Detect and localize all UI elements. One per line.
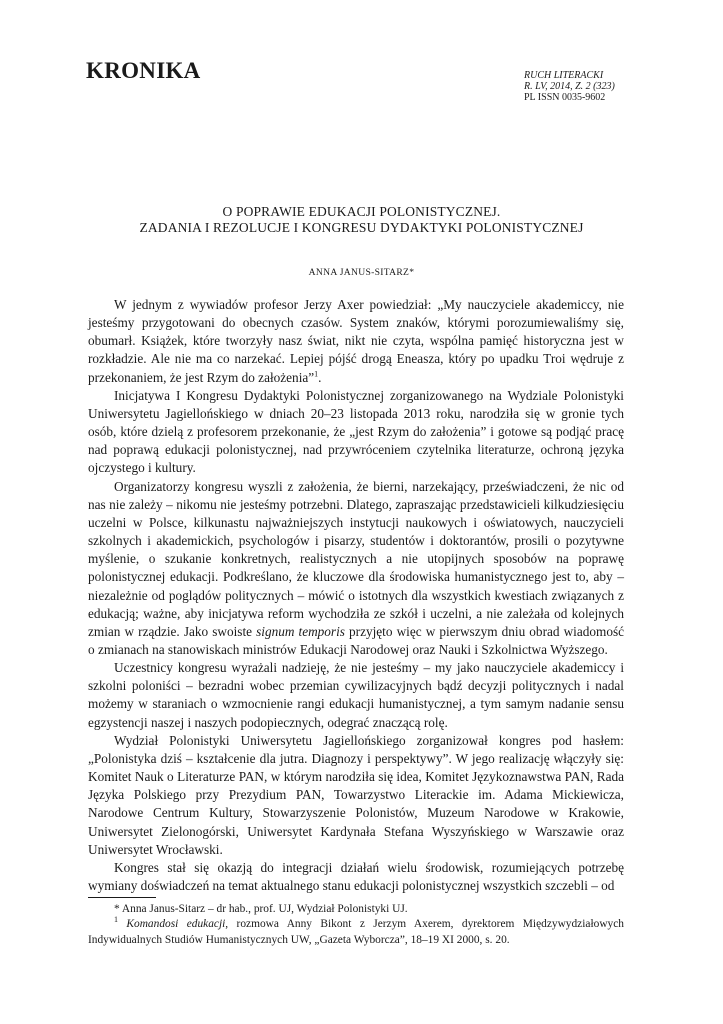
footnote-divider: [88, 897, 156, 898]
paragraph-3-end: przyjęto więc w pierwszym dniu obrad wiadomość o zmianach na stanowiskach ministrów Edukacji Narodowej oraz Nauki i Szkolnictwa Wyższego.: [88, 623, 625, 657]
paragraph-1-end: .: [318, 369, 322, 385]
footnotes: [88, 902, 624, 948]
paragraph-4: Uczestnicy kongresu wyrażali nadzieję, że nie jesteśmy – my jako nauczyciele akademiccy i szkolni poloniści – bezradni wobec przemian cywilizacyjnych bądź decyzji politycznych i nadal możemy w staraniach o wzmocnienie rangi edukacji humanistycznej, a tym samym nadanie sensu egzystencji naszej i naszych podopiecznych, odegrać znaczącą rolę.: [88, 660, 624, 730]
footnote-ref-1[interactable]: 1: [314, 369, 319, 379]
footnote-1-italic: Komandosi edukacji: [126, 918, 226, 931]
article-author: ANNA JANUS-SITARZ*: [308, 267, 415, 278]
article-title: [0, 204, 723, 236]
journal-name: RUCH LITERACKI: [524, 70, 604, 81]
article-title-line1: O POPRAWIE EDUKACJI POLONISTYCZNEJ.: [222, 204, 501, 219]
article-title-line2: ZADANIA I REZOLUCJE I KONGRESU DYDAKTYKI POLONISTYCZNEJ: [139, 220, 584, 235]
paragraph-3: [88, 478, 624, 660]
paragraph-3-text: Organizatorzy kongresu wyszli z założenia, że bierni, narzekający, przeświadczeni, że nic od nas nie zależy – nikomu nie jesteśmy potrzebni. Dlatego, zapraszając przedstawicieli kilkudziesięciu uczelni w Polsce, kilkunastu najważniejszych instytucji naukowych i oświatowych, nauczycieli szkolnych i akademickich, psychologów i pisarzy, studentów i doktorantów, prosili o pozytywne myślenie, o szukanie konkretnych, realistycznych a nie utopijnych sposobów na poprawę polonistycznej edukacji. Podkreślano, że kluczowe dla środowiska humanistycznego jest to, aby – niezależnie od poglądów politycznych – mówić o istotnych dla wszystkich kwestiach związanych z edukacją; ważne, aby inicjatywa reform wychodziła ze szkół i uczelni, a nie zależała od kolejnych zmian w rządzie. Jako swoiste: [88, 478, 624, 639]
paragraph-3-italic: signum temporis: [256, 623, 345, 639]
paragraph-1-text: W jednym z wywiadów profesor Jerzy Axer powiedział: „My nauczyciele akademiccy, nie jesteśmy przygotowani do obecnych czasów. System znaków, którymi porozumiewaliśmy się, obumarł. Książek, które tworzyły nasz świat, nikt nie czyta, wspólna pamięć historyczna jest w rozkładzie. Ale nie ma co narzekać. Lepiej pójść drogą Eneasza, który po upadku Troi wędruje z przekonaniem, że jest Rzym do założenia”: [88, 297, 624, 385]
paragraph-6: Kongres stał się okazją do integracji działań wielu środowisk, rozumiejących potrzebę wymiany doświadczeń na temat aktualnego stanu edukacji polonistycznej wszystkich szczebli – od: [88, 859, 624, 893]
footnote-1-text: , rozmowa Anny Bikont z Jerzym Axerem, dyrektorem Międzywydziałowych Indywidualnych Studiów Humanistycznych UW, „Gazeta Wyborcza”, 18–19 XI 2000, s. 20.: [88, 918, 624, 946]
footnote-1-mark: 1: [114, 915, 118, 925]
article-body: [88, 296, 624, 895]
paragraph-2: Inicjatywa I Kongresu Dydaktyki Polonistycznej zorganizowanego na Wydziale Polonistyki Uniwersytetu Jagiellońskiego w dniach 20–23 listopada 2013 roku, narodziła się w gronie tych osób, które dzielą z profesorem przekonanie, że „jest Rzym do założenia” i gotowe są podjąć pracę nad poprawą edukacji polonistycznej, nad przywróceniem czytelnika literaturze, ochroną języka ojczystego i kultury.: [88, 387, 624, 476]
journal-volume: R. LV, 2014, Z. 2 (323): [524, 81, 615, 92]
journal-issn: PL ISSN 0035-9602: [524, 92, 606, 103]
journal-info: [524, 70, 615, 103]
footnote-author: * Anna Janus-Sitarz – dr hab., prof. UJ, Wydział Polonistyki UJ.: [114, 903, 408, 915]
section-label: KRONIKA: [86, 58, 201, 83]
footnote-1: [88, 917, 624, 948]
paragraph-1: [88, 296, 624, 387]
paragraph-5: Wydział Polonistyki Uniwersytetu Jagiellońskiego zorganizował kongres pod hasłem: „Polonistyka dziś – kształcenie dla jutra. Diagnozy i perspektywy”. W jego realizację włączyły się: Komitet Nauk o Literaturze PAN, w którym narodziła się idea, Komitet Językoznawstwa PAN, Rada Języka Polskiego przy Prezydium PAN, Towarzystwo Literackie im. Adama Mickiewicza, Narodowe Centrum Kultury, Stowarzyszenie Polonistów, Muzeum Narodowe w Krakowie, Uniwersytet Zielonogórski, Uniwersytet Kardynała Stefana Wyszyńskiego w Warszawie oraz Uniwersytet Wrocławski.: [88, 732, 624, 857]
